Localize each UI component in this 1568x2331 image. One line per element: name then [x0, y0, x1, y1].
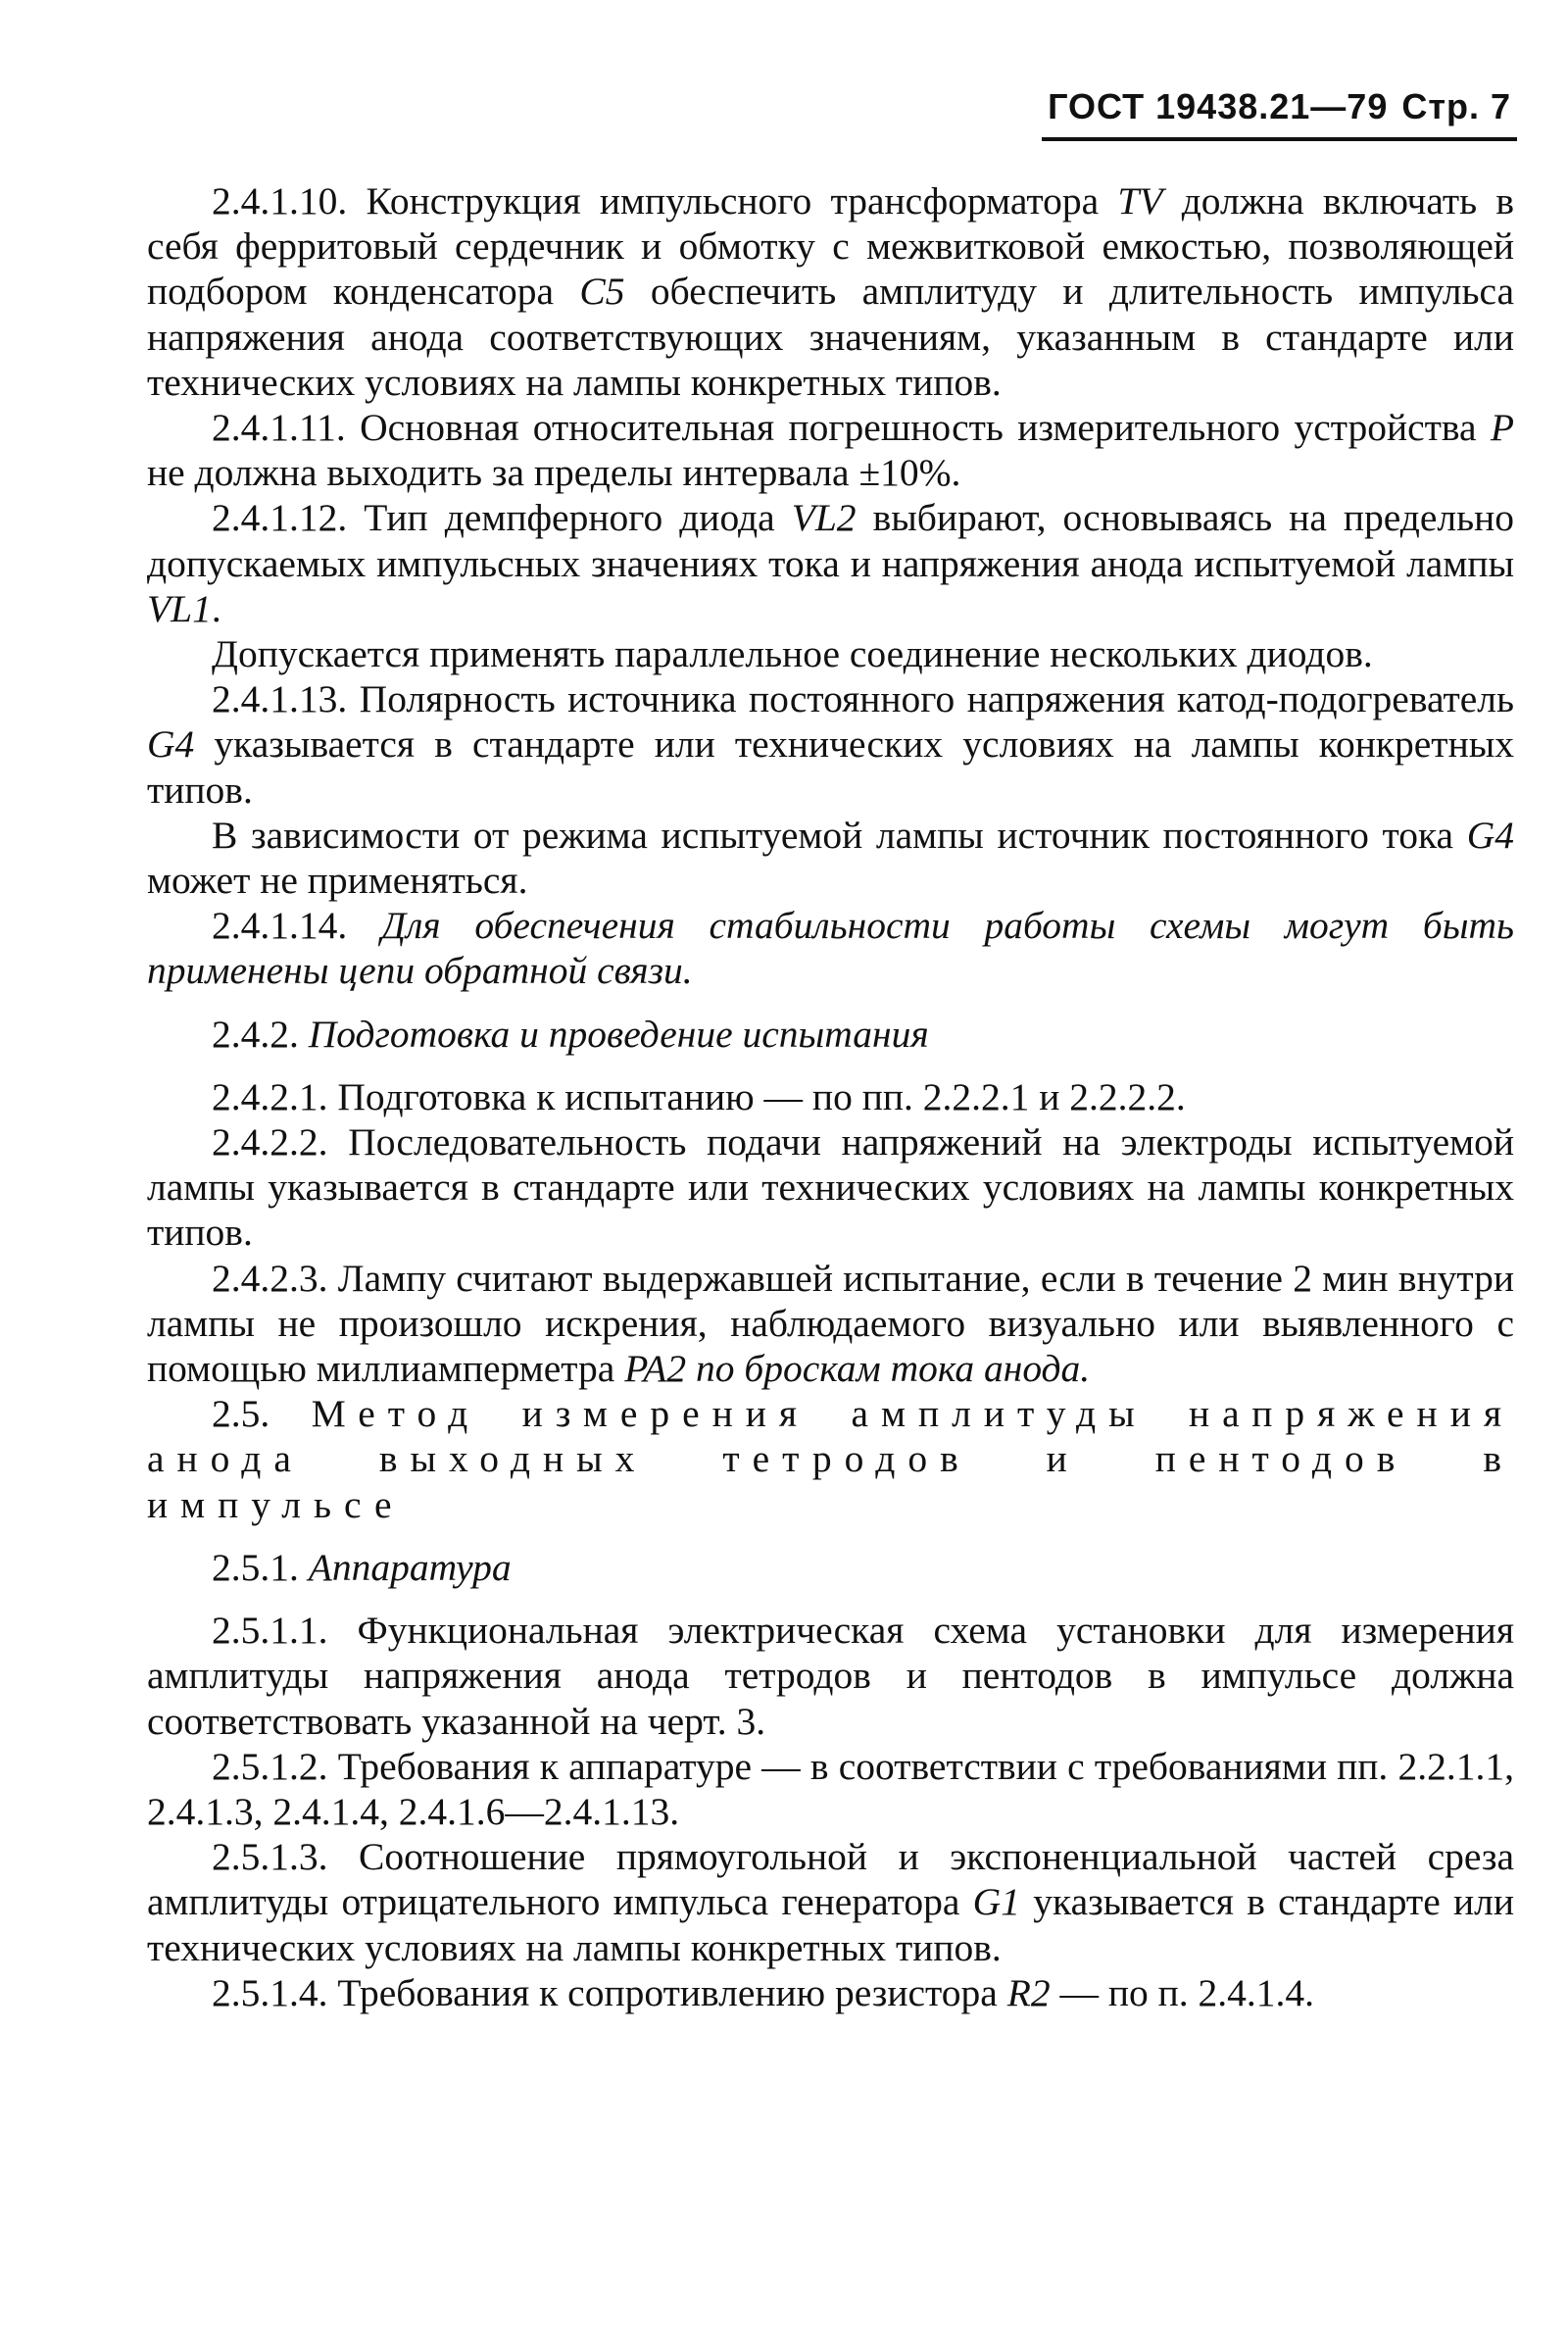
paragraph-2-4-1-12 — [147, 495, 1514, 631]
text: не должна выходить за пределы интервала ±10%. — [147, 451, 961, 495]
paragraph-2-4-1-10 — [147, 178, 1514, 405]
clause-number: 2.4.2.3. — [212, 1256, 328, 1300]
symbol: VL1 — [147, 586, 212, 630]
symbol: G4 — [1466, 813, 1514, 857]
text: Конструкция импульсного трансформатора — [366, 179, 1100, 223]
clause-number: 2.4.2. — [212, 1012, 299, 1056]
symbol: G4 — [147, 722, 195, 767]
section-title: Аппаратура — [308, 1545, 512, 1589]
paragraph-2-5-1-1: 2.5.1.1. Функциональная электрическая схема установки для измерения амплитуды напряжения анода тетродов и пентодов в импульсе должна соответствовать указанной на черт. 3. — [147, 1609, 1514, 1743]
text: В зависимости от режима испытуемой лампы источник постоянного тока — [212, 813, 1454, 857]
clause-number: 2.4.1.10. — [212, 179, 348, 223]
clause-number: 2.4.1.12. — [212, 496, 348, 540]
paragraph-2-5-1-3 — [147, 1834, 1514, 1970]
heading-2-5-1 — [147, 1545, 1514, 1590]
page-number: Стр. 7 — [1401, 86, 1511, 126]
text: Основная относительная погрешность измерительного устройства — [360, 406, 1477, 450]
paragraph-2-4-2-2: 2.4.2.2. Последовательность подачи напряжений на электроды испытуемой лампы указывается в стандарте или технических условиях на лампы конкретных типов. — [147, 1120, 1514, 1255]
text: Соотношение прямоугольной и экспоненциальной частей среза амплитуды отрицательного импульса генератора — [147, 1835, 1514, 1924]
paragraph-2-4-1-11 — [147, 405, 1514, 495]
symbol: P — [1490, 406, 1514, 450]
text: выбирают, основываясь на предельно допускаемых импульсных значениях тока и напряжения анода испытуемой лампы — [147, 496, 1515, 585]
text: указывается в стандарте или технических условиях на лампы конкретных типов. — [147, 1880, 1514, 1969]
text: должна включать в себя ферритовый сердечник и обмотку с межвитковой емкостью, позволяющей подбором конденсатора — [147, 179, 1514, 314]
paragraph-2-4-2-3 — [147, 1256, 1514, 1392]
text: обеспечить амплитуду и длительность импульса напряжения анода соответствующих значениям, указанным в стандарте или технических условиях на лампы конкретных типов. — [147, 270, 1515, 404]
text: Для обеспечения стабильности работы схемы могут быть применены цепи обратной связи. — [147, 904, 1514, 993]
paragraph-2-4-1-13 — [147, 676, 1514, 813]
symbol: VL2 — [791, 496, 857, 540]
symbol: PA2 — [624, 1347, 687, 1391]
heading-2-5 — [147, 1391, 1514, 1527]
heading-2-4-2 — [147, 1012, 1514, 1057]
header-rule — [1042, 137, 1517, 141]
paragraph-2-4-2-1: 2.4.2.1. Подготовка к испытанию — по пп. 2.2.2.1 и 2.2.2.2. — [212, 1074, 1186, 1118]
section-title: Подготовка и проведение испытания — [308, 1012, 929, 1056]
clause-number: 2.4.1.11. — [212, 406, 346, 450]
text: Лампу считают выдержавшей испытание, если в течение 2 мин внутри лампы не произошло искрения, наблюдаемого визуально или выявленного с помощью миллиамперметра — [147, 1256, 1514, 1391]
text: может не применяться. — [147, 859, 528, 903]
clause-number: 2.5. — [212, 1392, 270, 1436]
clause-number: 2.4.1.13. — [212, 677, 348, 721]
symbol: G1 — [972, 1880, 1020, 1924]
text: по броскам тока анода. — [695, 1347, 1091, 1391]
paragraph-source-g4 — [147, 813, 1514, 903]
text: Требования к сопротивлению резистора — [337, 1970, 998, 2014]
text: указывается в стандарте или технических условиях на лампы конкретных типов. — [147, 722, 1514, 812]
document-body — [147, 178, 1514, 2015]
clause-number: 2.5.1.3. — [212, 1835, 328, 1879]
clause-number: 2.4.1.14. — [212, 904, 348, 948]
symbol: C5 — [579, 270, 625, 314]
clause-number: 2.5.1.4. — [212, 1970, 328, 2014]
paragraph-2-5-1-2: 2.5.1.2. Требования к аппаратуре — в соответствии с требованиями пп. 2.2.1.1, 2.4.1.3, 2.4.1.4, 2.4.1.6—2.4.1.13. — [147, 1744, 1514, 1833]
text: Тип демпферного диода — [364, 496, 775, 540]
text: Полярность источника постоянного напряжения катод-подогреватель — [359, 677, 1515, 721]
symbol: TV — [1117, 179, 1163, 223]
section-title: Метод измерения амплитуды напряжения анода выходных тетродов и пентодов в импульсе — [147, 1392, 1514, 1526]
clause-number: 2.5.1. — [212, 1545, 299, 1589]
text: . — [211, 586, 221, 630]
symbol: R2 — [1006, 1970, 1051, 2014]
standard-number: ГОСТ 19438.21—79 — [1048, 86, 1389, 126]
text: — по п. 2.4.1.4. — [1059, 1970, 1314, 2014]
page-header — [1021, 86, 1511, 127]
paragraph-diodes: Допускается применять параллельное соединение нескольких диодов. — [212, 632, 1373, 676]
paragraph-2-5-1-4 — [147, 1970, 1514, 2015]
paragraph-2-4-1-14 — [147, 903, 1514, 993]
